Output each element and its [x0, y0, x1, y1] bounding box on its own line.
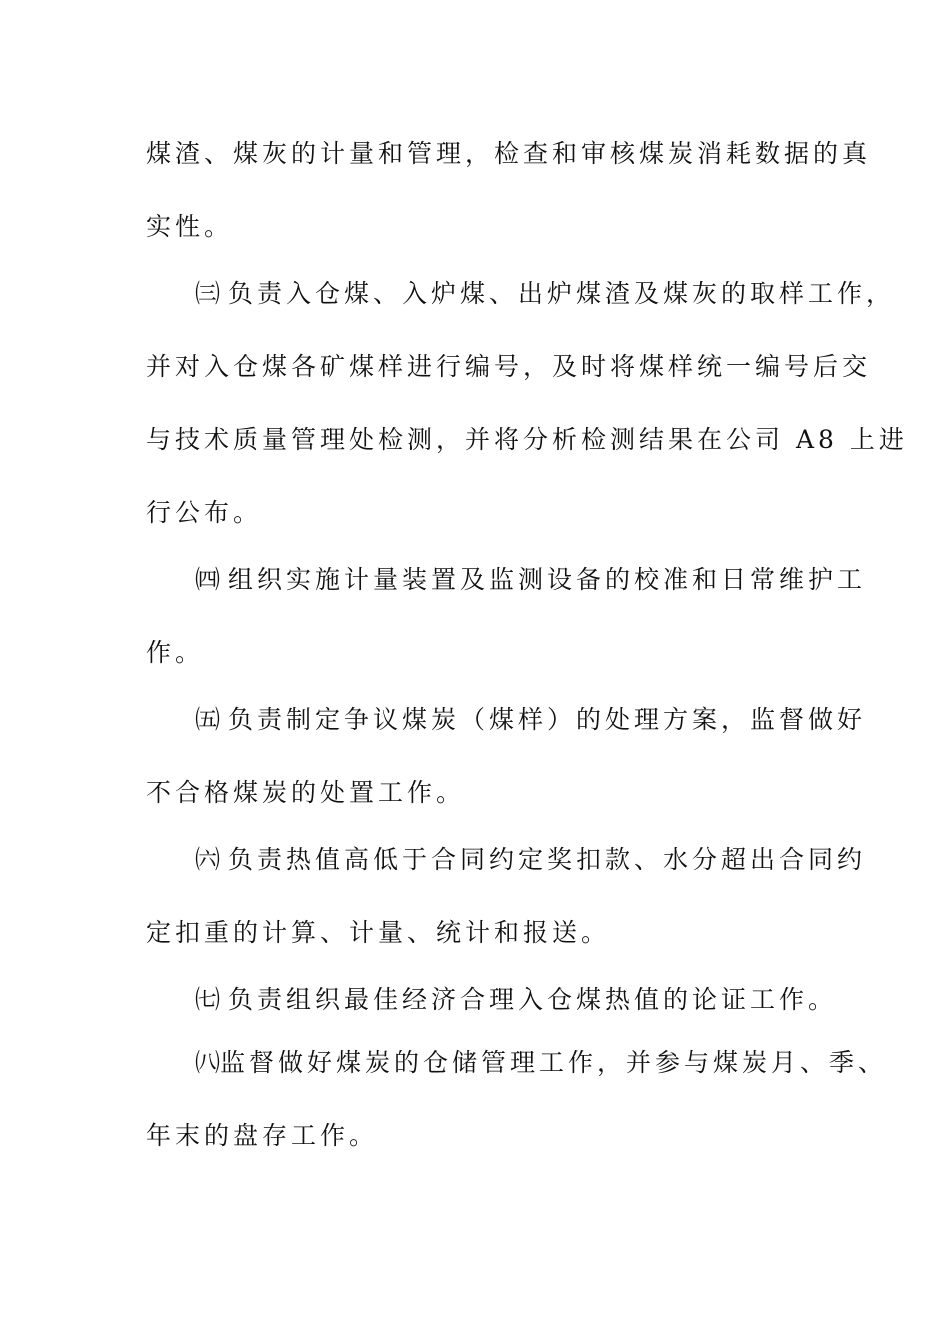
text-line [146, 776, 465, 810]
list-item-four [195, 563, 866, 597]
list-item-three [195, 277, 895, 311]
list-item-seven [195, 983, 837, 1017]
text-line [146, 496, 262, 530]
text-line [146, 350, 871, 384]
line-text: 监督做好煤炭的仓储管理工作，并参与煤炭月、季、 [220, 1048, 888, 1077]
item-marker: ㈤ [195, 705, 221, 734]
text-line [146, 636, 204, 670]
list-item-five [195, 703, 866, 737]
item-marker: ㈧ [195, 1048, 221, 1077]
item-marker: ㈥ [195, 845, 221, 874]
line-text: 不合格煤炭的处置工作。 [146, 778, 466, 807]
line-text: 煤渣、煤灰的计量和管理，检查和审核煤炭消耗数据的真 [146, 139, 872, 168]
line-text: 定扣重的计算、计量、统计和报送。 [146, 918, 611, 947]
item-marker: ㈦ [195, 985, 221, 1014]
line-text: 并对入仓煤各矿煤样进行编号，及时将煤样统一编号后交 [146, 352, 872, 381]
line-text: 与技术质量管理处检测，并将分析检测结果在公司 A8 上进 [146, 425, 908, 454]
line-text: 负责热值高低于合同约定奖扣款、水分超出合同约 [228, 845, 867, 874]
text-line [146, 1119, 378, 1153]
line-text: 作。 [146, 638, 205, 667]
line-text: 组织实施计量装置及监测设备的校准和日常维护工 [228, 565, 867, 594]
item-marker: ㈣ [195, 565, 221, 594]
text-line [146, 210, 233, 244]
line-text: 年末的盘存工作。 [146, 1121, 379, 1150]
line-text: 实性。 [146, 212, 234, 241]
list-item-eight [195, 1046, 887, 1080]
list-item-six [195, 843, 866, 877]
line-text: 负责组织最佳经济合理入仓煤热值的论证工作。 [228, 985, 838, 1014]
text-line [146, 137, 871, 171]
text-line [146, 423, 908, 457]
item-marker: ㈢ [195, 279, 221, 308]
line-text: 负责入仓煤、入炉煤、出炉煤渣及煤灰的取样工作， [228, 279, 896, 308]
line-text: 行公布。 [146, 498, 263, 527]
text-line [146, 916, 610, 950]
line-text: 负责制定争议煤炭（煤样）的处理方案，监督做好 [228, 705, 867, 734]
